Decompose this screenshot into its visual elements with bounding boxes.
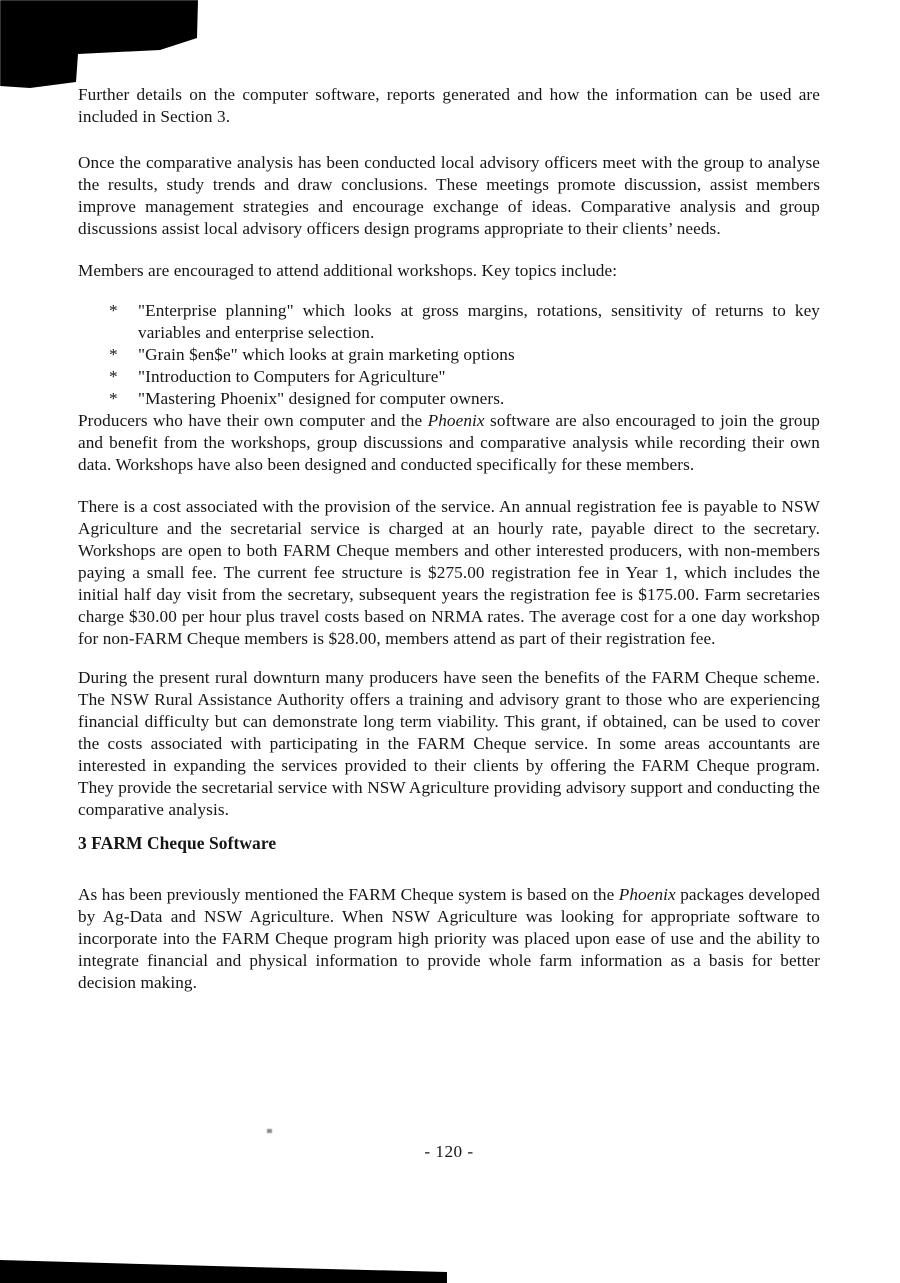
paragraph: [78, 152, 820, 240]
document-body: [78, 84, 820, 994]
text-segment: packages developed by Ag-Data and NSW Agriculture. When NSW Agriculture was looking for appropriate software to incorporate into the FARM Cheque program high priority was placed upon ease of use and the ability to integrate financial and physical information to provide whole farm information as a basis for better decision making.: [78, 885, 820, 992]
page-number: - 120 -: [424, 1142, 474, 1161]
scan-artifact-bottom-edge: [0, 1260, 447, 1283]
asterisk-bullet-marker: *: [109, 389, 118, 408]
paragraph: [78, 884, 820, 994]
paragraph: [78, 496, 820, 650]
scan-speck: [267, 1129, 272, 1133]
list-item: [78, 388, 820, 410]
list-item-text: "Grain $en$e" which looks at grain marketing options: [138, 345, 515, 364]
text-segment: Producers who have their own computer and the: [78, 411, 428, 430]
italic-text: Phoenix: [427, 411, 485, 430]
asterisk-bullet-marker: *: [109, 301, 118, 320]
text-segment: As has been previously mentioned the FARM Cheque system is based on the: [78, 885, 619, 904]
paragraph: [78, 667, 820, 821]
paragraph: [78, 260, 820, 282]
list-item-text: "Mastering Phoenix" designed for computer owners.: [138, 389, 505, 408]
asterisk-bullet-marker: *: [109, 367, 118, 386]
paragraph: [78, 84, 820, 128]
scan-artifact-top-left-corner: [0, 0, 206, 95]
text-segment: Members are encouraged to attend additional workshops. Key topics include:: [78, 261, 618, 280]
text-segment: software are also encouraged to join the group and benefit from the workshops, group discussions and comparative analysis while recording their own data. Workshops have also been designed and conducted specifically for these members.: [78, 411, 820, 474]
list-item: [78, 366, 820, 388]
text-segment: During the present rural downturn many producers have seen the benefits of the FARM Cheque scheme. The NSW Rural Assistance Authority offers a training and advisory grant to those who are experiencing financial difficulty but can demonstrate long term viability. This grant, if obtained, can be used to cover the costs associated with participating in the FARM Cheque service. In some areas accountants are interested in expanding the services provided to their clients by offering the FARM Cheque program. They provide the secretarial service with NSW Agriculture providing advisory support and conducting the comparative analysis.: [78, 668, 820, 819]
text-segment: 3 FARM Cheque Software: [78, 833, 277, 853]
asterisk-bullet-marker: *: [109, 345, 118, 364]
list-item: [78, 344, 820, 366]
list-item-text: "Introduction to Computers for Agriculture": [138, 367, 446, 386]
list-item-text: "Enterprise planning" which looks at gross margins, rotations, sensitivity of returns to key variables and enterprise selection.: [138, 301, 820, 342]
text-segment: Once the comparative analysis has been conducted local advisory officers meet with the group to analyse the results, study trends and draw conclusions. These meetings promote discussion, assist members improve management strategies and encourage exchange of ideas. Comparative analysis and group discussions assist local advisory officers design programs appropriate to their clients’ needs.: [78, 153, 820, 238]
list-item: [78, 300, 820, 344]
paragraph: [78, 410, 820, 476]
text-segment: There is a cost associated with the provision of the service. An annual registration fee is payable to NSW Agriculture and the secretarial service is charged at an hourly rate, payable direct to the secretary. Workshops are open to both FARM Cheque members and other interested producers, with non-members paying a small fee. The current fee structure is $275.00 registration fee in Year 1, which includes the initial half day visit from the secretary, subsequent years the registration fee is $175.00. Farm secretaries charge $30.00 per hour plus travel costs based on NRMA rates. The average cost for a one day workshop for non-FARM Cheque members is $28.00, members attend as part of their registration fee.: [78, 497, 820, 648]
section-heading: [78, 832, 820, 854]
workshop-topic-list: [78, 300, 820, 410]
text-segment: Further details on the computer software, reports generated and how the information can be used are included in Section 3.: [78, 85, 820, 126]
italic-text: Phoenix: [618, 885, 676, 904]
